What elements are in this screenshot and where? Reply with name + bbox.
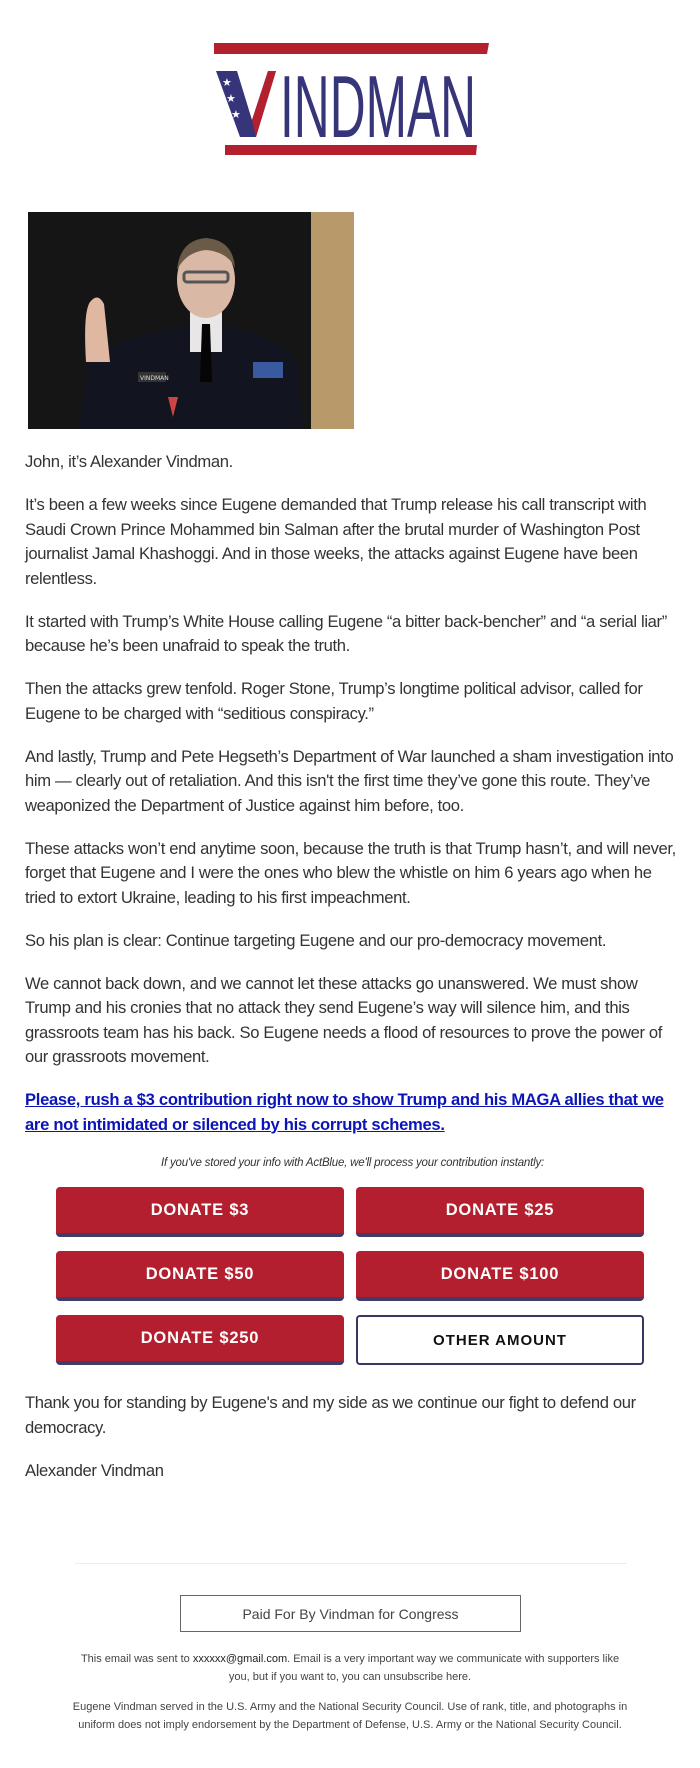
donate-3-button[interactable]: DONATE $3 <box>56 1187 344 1237</box>
email-body <box>25 450 680 1502</box>
unsubscribe-text[interactable]: . Email is a very important way we communicate with supporters like you, but if you want to, you can unsubscribe here. <box>228 1653 620 1683</box>
footer-disclaimer <box>70 1698 630 1734</box>
donate-50-button[interactable]: DONATE $50 <box>56 1251 344 1301</box>
divider <box>75 1563 627 1564</box>
paragraph: We cannot back down, and we cannot let these attacks go unanswered. We must show Trump and his cronies that no attack they send Eugene’s way will silence him, and this grassroots team has his back. So Eugene needs a flood of resources to prove the power of our grassroots movement. <box>25 973 663 1066</box>
svg-text:★: ★ <box>222 76 232 89</box>
hero-photo <box>28 212 354 429</box>
actblue-note: If you've stored your info with ActBlue, we'll process your contribution instantly: <box>160 1157 545 1169</box>
paragraph: Then the attacks grew tenfold. Roger Stone, Trump’s longtime political advisor, called for Eugene to be charged with “seditious conspiracy.” <box>25 679 643 723</box>
donate-250-button[interactable]: DONATE $250 <box>56 1315 344 1365</box>
donate-25-button[interactable]: DONATE $25 <box>356 1187 644 1237</box>
donate-100-button[interactable]: DONATE $100 <box>356 1251 644 1301</box>
thanks-text: Thank you for standing by Eugene's and my side as we continue our fight to defend our democracy. <box>25 1393 636 1437</box>
disclaimer-text: Eugene Vindman served in the U.S. Army and the National Security Council. Use of rank, title, and photographs in uniform does not imply endorsement by the Department of Defense, U.S. Army or the National Security Council. <box>72 1701 628 1731</box>
greeting: John, it’s Alexander Vindman. <box>25 452 233 471</box>
paragraph: It started with Trump’s White House calling Eugene “a bitter back-bencher” and “a serial liar” because he’s been unafraid to speak the truth. <box>25 611 667 655</box>
sent-prefix: This email was sent to <box>80 1653 193 1665</box>
paragraph: These attacks won’t end anytime soon, because the truth is that Trump hasn’t, and will never, forget that Eugene and I were the ones who blew the whistle on him 6 years ago when he tried to extort Ukraine, leading to his first impeachment. <box>25 838 676 907</box>
other-amount-button[interactable]: OTHER AMOUNT <box>356 1315 644 1365</box>
name-tag: VINDMAN <box>140 375 169 382</box>
paid-for-box: Paid For By Vindman for Congress <box>180 1595 521 1632</box>
svg-text:★: ★ <box>231 108 241 121</box>
paragraph: So his plan is clear: Continue targeting Eugene and our pro-democracy movement. <box>25 930 607 950</box>
footer-sent-notice <box>70 1650 630 1686</box>
paragraph: It’s been a few weeks since Eugene demanded that Trump release his call transcript with Saudi Crown Prince Mohammed bin Salman after the brutal murder of Washington Post journalist Jamal Khashoggi. And in those weeks, the attacks against Eugene have been relentless. <box>25 495 647 588</box>
paragraph: And lastly, Trump and Pete Hegseth’s Department of War launched a sham investigation into him — clearly out of retaliation. And this isn't the first time they’ve gone this route. They’ve weaponized the Department of Justice against him before, too. <box>25 746 674 815</box>
recipient-email: xxxxxx@gmail.com <box>192 1653 288 1665</box>
logo-text: INDMAN <box>280 57 476 156</box>
vindman-logo <box>212 40 490 160</box>
contribution-link[interactable]: Please, rush a $3 contribution right now to show Trump and his MAGA allies that we are not intimidated or silenced by his corrupt schemes. <box>25 1090 664 1134</box>
signature: Alexander Vindman <box>25 1460 164 1480</box>
donation-buttons <box>56 1187 680 1365</box>
svg-text:★: ★ <box>226 92 236 105</box>
